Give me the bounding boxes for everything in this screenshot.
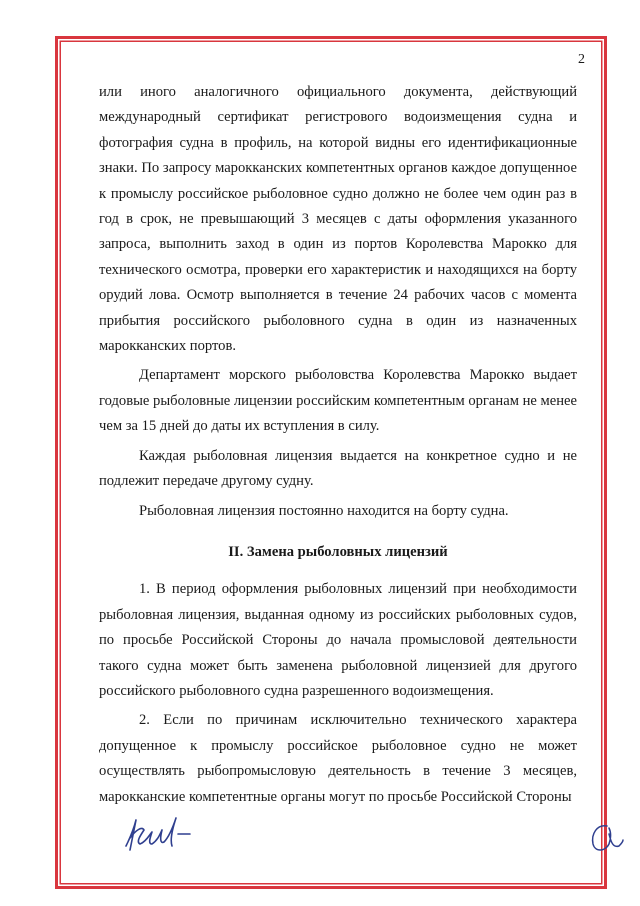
- section-item-2: 2. Если по причинам исключительно технического характера допущенное к промыслу российское рыболовное судно не может осуществлять рыбопромысловую деятельность в течение 3 месяцев, марокканские компетентные органы могут по просьбе Российской Стороны: [99, 712, 577, 805]
- signature-left-icon: [118, 808, 228, 858]
- document-body: [99, 80, 577, 810]
- section-heading: II. Замена рыболовных лицензий: [228, 543, 448, 560]
- section-item-1: 1. В период оформления рыболовных лицензий при необходимости рыболовная лицензия, выданная одному из российских рыболовных судов, по просьбе Российской Стороны до начала промысловой деятельности такого судна может быть заменена рыболовной лицензией для другого российского рыболовного судна разрешенного водоизмещения.: [99, 581, 577, 699]
- signature-right-icon: [585, 812, 625, 858]
- paragraph-license-issuance: Департамент морского рыболовства Королевства Марокко выдает годовые рыболовные лицензии российским компетентным органам не менее чем за 15 дней до даты их вступления в силу.: [99, 367, 577, 435]
- paragraph-license-per-vessel: Каждая рыболовная лицензия выдается на конкретное судно и не подлежит передаче другому судну.: [99, 447, 577, 490]
- paragraph-continuation: или иного аналогичного официального документа, действующий международный сертификат регистрового водоизмещения судна и фотография судна в профиль, на которой видны его идентификационные знаки. По запросу марокканских компетентных органов каждое допущенное к промыслу российское рыболовное судно должно не более чем один раз в год в срок, не превышающий 3 месяцев с даты оформления указанного запроса, выполнить заход в один из портов Королевства Марокко для технического осмотра, проверки его характеристик и находящихся на борту орудий лова. Осмотр выполняется в течение 24 рабочих часов с момента прибытия российского рыболовного судна в один из назначенных марокканских портов.: [99, 84, 577, 355]
- paragraph-license-on-board: Рыболовная лицензия постоянно находится на борту судна.: [139, 502, 509, 519]
- page-number: 2: [578, 52, 585, 67]
